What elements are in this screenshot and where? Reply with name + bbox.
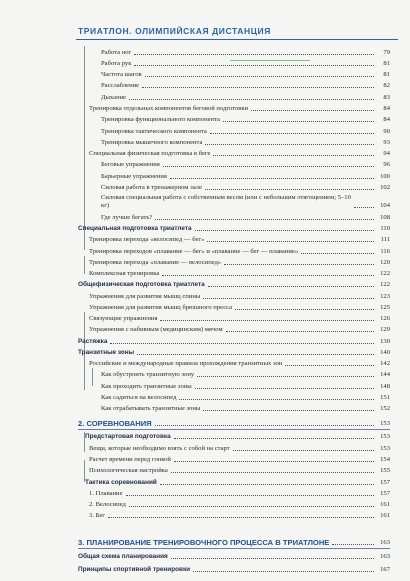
dot-leader <box>203 298 374 299</box>
toc-entry-title: Предстартовая подготовка <box>85 433 171 440</box>
toc-page-number: 102 <box>380 184 390 191</box>
toc-entry-row[interactable] <box>89 442 390 453</box>
toc-entry-row[interactable] <box>101 91 390 102</box>
toc-page-number: 96 <box>383 161 390 168</box>
toc-page-number: 122 <box>380 281 390 288</box>
toc-page-number: 153 <box>380 420 390 427</box>
running-header: ТРИАТЛОН. ОЛИМПИЙСКАЯ ДИСТАНЦИЯ <box>78 26 271 36</box>
toc-page-number: 82 <box>383 82 390 89</box>
toc-entry-title: Силовая работа в тренажерном зале <box>101 184 202 191</box>
toc-entry-title: Связующие упражнения <box>89 315 158 322</box>
toc-entry-title: 1. Плавание <box>89 490 123 497</box>
toc-page-number: 157 <box>380 479 390 486</box>
tree-line-special <box>84 256 85 274</box>
toc-entry-title: Транзитные зоны <box>78 349 135 356</box>
toc-entry-title: 3. Бег <box>89 512 106 519</box>
toc-entry-row[interactable] <box>101 136 390 147</box>
toc-entry-row[interactable] <box>89 256 390 267</box>
dot-leader <box>134 65 374 66</box>
toc-entry-title: Тренировка перехода «велосипед — бег» <box>89 236 205 243</box>
toc-entry-title: Работа ног <box>101 49 132 56</box>
toc-page-number: 154 <box>380 456 390 463</box>
dot-leader <box>145 76 374 77</box>
dot-leader <box>155 219 374 220</box>
dot-leader <box>163 166 374 167</box>
toc-entry-row[interactable] <box>89 509 390 520</box>
dot-leader <box>224 264 374 265</box>
toc-entry-title: Общая схема планирования <box>78 553 168 560</box>
toc-page-number: 129 <box>380 326 390 333</box>
dot-leader <box>160 484 374 485</box>
toc-entry-title: Упражнения для развития мышц брюшного пресса <box>89 304 233 311</box>
toc-section-row[interactable] <box>78 346 390 357</box>
toc-entry-row[interactable] <box>89 312 390 323</box>
chapter-underline <box>78 548 390 549</box>
dot-leader <box>301 253 374 254</box>
toc-entry-title: Расчет времени перед гонкой <box>89 456 171 463</box>
toc-entry-row[interactable] <box>89 498 390 509</box>
toc-entry-title: 2. СОРЕВНОВАНИЯ <box>78 419 152 428</box>
toc-entry-row[interactable] <box>101 190 390 210</box>
dot-leader <box>210 133 374 134</box>
toc-page-number: 108 <box>380 214 390 221</box>
toc-section-row[interactable] <box>78 550 390 561</box>
toc-page-number: 120 <box>380 259 390 266</box>
toc-entry-row[interactable] <box>89 323 390 334</box>
toc-page-number: 161 <box>380 501 390 508</box>
toc-entry-title: Как проходить транзитные зоны <box>101 383 192 390</box>
toc-page-number: 123 <box>380 293 390 300</box>
dot-leader <box>160 320 374 321</box>
toc-entry-row[interactable] <box>101 402 390 413</box>
toc-entry-title: Дыхание <box>101 94 127 101</box>
toc-page-number: 155 <box>380 467 390 474</box>
dot-leader <box>171 558 374 559</box>
toc-page-number: 116 <box>380 248 390 255</box>
dot-leader <box>170 178 374 179</box>
toc-page-number: 125 <box>380 304 390 311</box>
dot-leader <box>213 155 374 156</box>
dot-leader <box>174 461 374 462</box>
toc-page-number: 130 <box>380 338 390 345</box>
dot-leader <box>195 230 374 231</box>
dot-leader <box>195 388 374 389</box>
dot-leader <box>137 354 374 355</box>
toc-entry-title: Тренировка отдельных компонентов беговой подготовки <box>89 105 249 112</box>
toc-entry-title: Тренировка тактического компонента <box>101 128 207 135</box>
toc-entry-row[interactable] <box>89 233 390 244</box>
dot-leader <box>110 343 374 344</box>
toc-page-number: 110 <box>380 225 390 232</box>
toc-page-number: 79 <box>383 49 390 56</box>
dot-leader <box>285 365 374 366</box>
toc-page-number: 84 <box>383 105 390 112</box>
toc-entry-row[interactable] <box>89 357 390 368</box>
toc-entry-row[interactable] <box>89 301 390 312</box>
toc-entry-row[interactable] <box>89 102 390 113</box>
dot-leader <box>251 110 374 111</box>
toc-entry-row[interactable] <box>89 267 390 278</box>
toc-entry-row[interactable] <box>89 453 390 464</box>
toc-entry-title: Как садиться на велосипед <box>101 394 177 401</box>
toc-page-number: 81 <box>383 71 390 78</box>
toc-entry-row[interactable] <box>89 464 390 475</box>
dot-leader <box>193 571 374 572</box>
toc-page-number: 161 <box>380 512 390 519</box>
dot-leader <box>142 87 374 88</box>
toc-page-number: 100 <box>380 173 390 180</box>
toc-entry-title: Принципы спортивной тренировки <box>78 566 191 573</box>
toc-entry-row[interactable] <box>101 113 390 124</box>
dot-leader <box>129 99 374 100</box>
toc-entry-row[interactable] <box>101 170 390 181</box>
toc-entry-title: 3. ПЛАНИРОВАНИЕ ТРЕНИРОВОЧНОГО ПРОЦЕССА В ТРИАТЛОНЕ <box>78 538 330 547</box>
toc-entry-title: Растяжка <box>78 338 108 345</box>
toc-entry-title: Как отрабатывать транзитные зоны <box>101 405 201 412</box>
toc-page-number: 84 <box>383 116 390 123</box>
toc-page-number: 90 <box>383 128 390 135</box>
dot-leader <box>197 376 374 377</box>
dot-leader <box>129 506 374 507</box>
toc-page-number: 163 <box>380 553 390 560</box>
toc-page-number: 142 <box>380 360 390 367</box>
dot-leader <box>233 450 374 451</box>
dot-leader <box>174 438 374 439</box>
toc-entry-title: Где лучше бегать? <box>101 214 153 221</box>
dot-leader <box>207 241 374 242</box>
dot-leader <box>205 144 374 145</box>
toc-entry-title: Силовая специальная работа с собственным весом (или с небольшим отягощением; 5–10 кг) <box>101 194 351 209</box>
toc-entry-title: Комплексная тренировка <box>89 270 160 277</box>
toc-entry-title: Барьерные упражнения <box>101 173 167 180</box>
dot-leader <box>226 331 374 332</box>
toc-entry-title: Тренировка переходов «плавание — бег» и «плавание — бег — плавание» <box>89 248 299 255</box>
dot-leader <box>155 425 374 426</box>
toc-section-row[interactable] <box>78 278 390 289</box>
toc-page-number: 144 <box>380 371 390 378</box>
toc-page-number: 104 <box>380 202 390 209</box>
toc-entry-title: Тренировка функционального компонента <box>101 116 220 123</box>
tree-line-transit <box>84 352 85 390</box>
toc-page-number: 151 <box>380 394 390 401</box>
dot-leader <box>134 54 374 55</box>
toc-entry-row[interactable] <box>101 46 390 57</box>
toc-page-number: 153 <box>380 445 390 452</box>
toc-entry-title: Работа рук <box>101 60 132 67</box>
toc-entry-row[interactable] <box>101 368 390 379</box>
dot-leader <box>354 207 374 208</box>
toc-section-row[interactable] <box>85 476 390 487</box>
toc-entry-title: Специальная физическая подготовка в беге <box>89 150 211 157</box>
toc-entry-title: 2. Велосипед <box>89 501 126 508</box>
toc-entry-row[interactable] <box>101 380 390 391</box>
toc-page-number: 83 <box>383 94 390 101</box>
toc-entry-title: Вещи, которые необходимо взять с собой на старт <box>89 445 230 452</box>
toc-entry-title: Расслабление <box>101 82 140 89</box>
toc-entry-title: Упражнения для развития мышц спины <box>89 293 201 300</box>
toc-entry-title: Частота шагов <box>101 71 142 78</box>
toc-page-number: 94 <box>383 150 390 157</box>
tree-line-transit-sub <box>92 368 93 386</box>
toc-page-number: 148 <box>380 383 390 390</box>
dot-leader <box>162 275 374 276</box>
toc-page-number: 81 <box>383 60 390 67</box>
toc-page-number: 111 <box>380 236 390 243</box>
toc-section-row[interactable] <box>78 563 390 574</box>
toc-entry-row[interactable] <box>101 68 390 79</box>
dot-leader <box>332 544 374 545</box>
toc-section-row[interactable] <box>78 222 390 233</box>
toc-page-number: 93 <box>383 139 390 146</box>
dot-leader <box>171 472 374 473</box>
toc-entry-row[interactable] <box>101 125 390 136</box>
toc-entry-title: Упражнения с набивным (медицинским) мячом <box>89 326 223 333</box>
toc-entry-row[interactable] <box>89 245 390 256</box>
dot-leader <box>235 309 374 310</box>
toc-entry-row[interactable] <box>101 57 390 68</box>
toc-entry-row[interactable] <box>101 158 390 169</box>
toc-entry-row[interactable] <box>89 487 390 498</box>
header-rule <box>76 39 398 40</box>
toc-entry-title: Общефизическая подготовка триатлета <box>78 281 205 288</box>
toc-page-number: 126 <box>380 315 390 322</box>
toc-page-number: 167 <box>380 566 390 573</box>
dot-leader <box>126 495 374 496</box>
dot-leader <box>179 399 374 400</box>
toc-page-number: 152 <box>380 405 390 412</box>
dot-leader <box>223 121 374 122</box>
toc-entry-row[interactable] <box>101 79 390 90</box>
toc-entry-row[interactable] <box>89 147 390 158</box>
toc-page-number: 157 <box>380 490 390 497</box>
toc-entry-title: Тактика соревнований <box>85 479 157 486</box>
toc-section-row[interactable] <box>85 430 390 441</box>
toc-page-number: 163 <box>380 539 390 546</box>
tree-line-running <box>84 46 85 250</box>
toc-page-number: 153 <box>380 433 390 440</box>
toc-entry-row[interactable] <box>101 211 390 222</box>
toc-entry-title: Тренировка мышечного компонента <box>101 139 203 146</box>
toc-entry-title: Тренировка перехода «плавание — велосипед» <box>89 259 222 266</box>
dot-leader <box>208 286 374 287</box>
dot-leader <box>203 410 374 411</box>
toc-entry-row[interactable] <box>101 391 390 402</box>
toc-entry-title: Психологическая настройка <box>89 467 168 474</box>
toc-page-number: 122 <box>380 270 390 277</box>
toc-section-row[interactable] <box>78 335 390 346</box>
toc-chapter-row[interactable] <box>78 417 390 428</box>
toc-entry-row[interactable] <box>89 290 390 301</box>
toc-chapter-row[interactable] <box>78 536 390 547</box>
toc-entry-title: Специальная подготовка триатлета <box>78 225 192 232</box>
toc-entry-title: Беговые упражнения <box>101 161 160 168</box>
toc-entry-title: Как обустроить транзитную зону <box>101 371 195 378</box>
toc-page-number: 140 <box>380 349 390 356</box>
dot-leader <box>108 517 374 518</box>
toc-entry-title: Российские и международные правила прохождения транзитных зон <box>89 360 283 367</box>
